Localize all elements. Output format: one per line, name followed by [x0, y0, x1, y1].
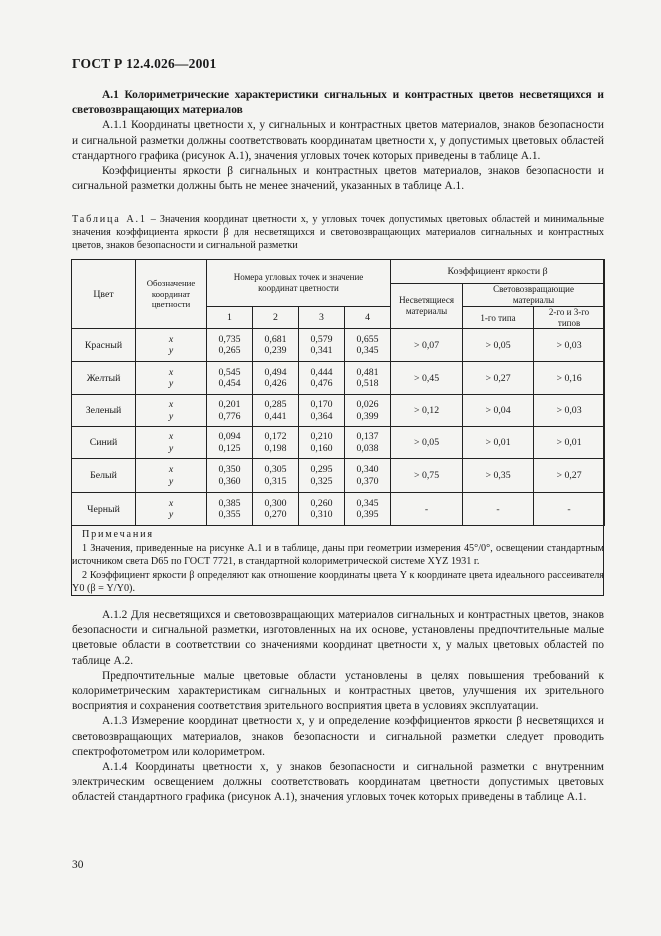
cell-beta-type1	[463, 395, 534, 427]
header-point-1: 1	[207, 307, 253, 329]
value-x: 0,201	[218, 399, 241, 410]
beta-type1: > 0,35	[485, 470, 511, 481]
row-color-name: Черный	[87, 503, 120, 515]
cell-point-3	[299, 459, 345, 493]
cell-point-2	[253, 427, 299, 459]
value-y: 0,315	[264, 475, 287, 487]
value-y: 0,270	[264, 509, 287, 520]
coord-x-label: x	[168, 497, 174, 509]
header-nonluminous: Несветящиеся материалы	[391, 284, 463, 329]
value-y: 0,160	[310, 442, 333, 454]
value-y: 0,441	[264, 410, 287, 422]
section-title: А.1 Колориметрические характеристики сигнальных и контрастных цветов несветящихся и световозвращающих материалов	[72, 89, 604, 117]
cell-point-1	[207, 362, 253, 395]
table-row	[72, 395, 605, 427]
value-y: 0,364	[310, 410, 333, 422]
value-x: 0,305	[264, 464, 287, 475]
table-notes	[72, 528, 604, 596]
note-1: 1 Значения, приведенные на рисунке А.1 и в таблице, даны при геометрии измерения 45°/0°, освещении стандартным источником света D65 по ГОСТ 7721, в стандартной колориметрической системе XYZ 1931 г.	[72, 542, 604, 568]
value-y: 0,325	[310, 475, 333, 487]
cell-point-4	[345, 362, 391, 395]
row-color-name: Синий	[89, 437, 118, 448]
beta-nonluminous: > 0,75	[413, 470, 440, 481]
coord-x-label: x	[168, 431, 174, 442]
value-y: 0,360	[218, 475, 241, 487]
cell-point-2	[253, 329, 299, 362]
section-a1-continued	[72, 608, 604, 806]
paragraph-a1-1: А.1.1 Координаты цветности x, y сигнальных и контрастных цветов материалов, знаков безопасности и сигнальной разметки должны соответствовать координатам цветности x, y допустимых цветовых областей стандартного графика (рисунок А.1), значения угловых точек которых приведены в таблице А.1.	[72, 119, 604, 162]
cell-coord	[136, 329, 207, 362]
header-beta: Коэффициент яркости β	[391, 260, 605, 284]
value-x: 0,170	[310, 399, 333, 410]
value-y: 0,518	[356, 378, 379, 389]
cell-color	[72, 493, 136, 526]
beta-nonluminous: > 0,12	[413, 405, 440, 416]
cell-coord	[136, 362, 207, 395]
notes-title: Примечания	[82, 529, 154, 540]
value-x: 0,444	[310, 366, 333, 378]
page-number: 30	[72, 859, 84, 871]
value-y: 0,198	[264, 442, 287, 454]
cell-point-2	[253, 459, 299, 493]
paragraph-brightness: Коэффициенты яркости β сигнальных и контрастных цветов материалов, знаков безопасности и сигнальной разметки должны быть не менее значений, указанных в таблице А.1.	[72, 165, 604, 193]
coord-y-label: y	[168, 442, 174, 454]
paragraph-small-areas: Предпочтительные малые цветовые области установлены в целях повышения требований к колориметрическим характеристикам сигнальных и контрастных цветов, улучшения их зрительного восприятия и сохранения соответствия зрительного восприятия цвета в условиях эксплуатации.	[72, 669, 604, 713]
cell-beta-nonluminous	[391, 362, 463, 395]
value-x: 0,385	[218, 497, 241, 509]
row-color-name: Красный	[84, 339, 123, 351]
header-points: Номера угловых точек и значение координат цветности	[207, 260, 391, 307]
value-x: 0,345	[356, 497, 379, 509]
table-row	[72, 493, 605, 526]
beta-type1: -	[496, 503, 500, 515]
value-x: 0,735	[218, 333, 241, 345]
cell-point-2	[253, 362, 299, 395]
row-color-name: Зеленый	[85, 405, 122, 416]
cell-beta-type1	[463, 493, 534, 526]
cell-color	[72, 427, 136, 459]
cell-point-4	[345, 395, 391, 427]
cell-beta-type1	[463, 459, 534, 493]
coord-y-label: y	[168, 509, 174, 520]
cell-beta-type1	[463, 427, 534, 459]
value-y: 0,345	[356, 345, 379, 356]
note-2: 2 Коэффициент яркости β определяют как отношение координаты цвета Y к координате цвета идеального рассеивателя Y0 (β = Y/Y0).	[72, 569, 604, 595]
value-y: 0,310	[310, 509, 333, 520]
beta-type1: > 0,01	[485, 437, 511, 448]
header-coord-designation: Обозначение координат цветности	[136, 260, 207, 329]
beta-nonluminous: > 0,45	[413, 372, 440, 384]
value-y: 0,355	[218, 509, 241, 520]
value-y: 0,370	[356, 475, 379, 487]
value-x: 0,655	[356, 333, 379, 345]
value-y: 0,399	[356, 410, 379, 422]
header-point-2: 2	[253, 307, 299, 329]
cell-point-3	[299, 427, 345, 459]
paragraph-a1-2: А.1.2 Для несветящихся и световозвращающих материалов сигнальных и контрастных цветов, знаков безопасности и сигнальной разметки, изготовленных на их основе, установлены предпочтительные малые цветовые области в соответствии со значениями координат цветности x, y малых цветовых областей по таблице А.2.	[72, 609, 604, 667]
value-x: 0,579	[310, 333, 333, 345]
coord-y-label: y	[168, 475, 174, 487]
value-y: 0,395	[356, 509, 379, 520]
value-y: 0,125	[218, 442, 241, 454]
value-y: 0,265	[218, 345, 241, 356]
cell-point-3	[299, 329, 345, 362]
cell-beta-type23	[534, 362, 605, 395]
coord-y-label: y	[168, 378, 174, 389]
cell-point-1	[207, 493, 253, 526]
value-y: 0,476	[310, 378, 333, 389]
value-x: 0,300	[264, 497, 287, 509]
beta-type23: > 0,03	[556, 339, 582, 351]
coord-x-label: x	[168, 399, 174, 410]
value-x: 0,481	[356, 366, 379, 378]
table-row	[72, 459, 605, 493]
value-x: 0,681	[264, 333, 287, 345]
beta-nonluminous: > 0,07	[413, 339, 440, 351]
cell-point-2	[253, 493, 299, 526]
cell-point-3	[299, 493, 345, 526]
table-caption	[72, 213, 604, 253]
document-header: ГОСТ Р 12.4.026—2001	[72, 56, 217, 71]
table-a1	[71, 259, 605, 526]
beta-type23: -	[567, 503, 571, 515]
beta-type1: > 0,27	[485, 372, 511, 384]
value-x: 0,210	[310, 431, 333, 442]
header-retroreflective: Световозвращающие материалы	[463, 284, 605, 307]
cell-beta-nonluminous	[391, 459, 463, 493]
cell-point-3	[299, 362, 345, 395]
header-type-2-3: 2-го и 3-го типов	[534, 307, 605, 329]
header-point-3: 3	[299, 307, 345, 329]
value-x: 0,350	[218, 464, 241, 475]
cell-beta-type23	[534, 329, 605, 362]
cell-beta-type1	[463, 362, 534, 395]
beta-type23: > 0,01	[556, 437, 582, 448]
header-color: Цвет	[72, 260, 136, 329]
beta-type1: > 0,05	[485, 339, 511, 351]
cell-point-3	[299, 395, 345, 427]
cell-beta-nonluminous	[391, 427, 463, 459]
cell-point-4	[345, 493, 391, 526]
cell-color	[72, 362, 136, 395]
table-caption-text: – Значения координат цветности x, y угловых точек допустимых цветовых областей и минимальные значения коэффициента яркости β для несветящихся и световозвращающих материалов сигнальных и контрастных цветов, знаков безопасности и сигнальной разметки	[72, 214, 604, 252]
cell-beta-type23	[534, 395, 605, 427]
table-row	[72, 362, 605, 395]
paragraph-a1-4: А.1.4 Координаты цветности x, y знаков безопасности и сигнальной разметки с внутренним электрическим освещением должны соответствовать координатам цветности допустимых цветовых областей стандартного графика (рисунок А.1), значения угловых точек которых приведены в таблице А.1.	[72, 761, 604, 804]
cell-coord	[136, 427, 207, 459]
cell-point-1	[207, 329, 253, 362]
value-x: 0,094	[218, 431, 241, 442]
value-y: 0,776	[218, 410, 241, 422]
value-x: 0,295	[310, 464, 333, 475]
value-y: 0,426	[264, 378, 287, 389]
cell-beta-nonluminous	[391, 329, 463, 362]
cell-beta-nonluminous	[391, 395, 463, 427]
cell-point-1	[207, 459, 253, 493]
cell-beta-nonluminous	[391, 493, 463, 526]
cell-color	[72, 395, 136, 427]
value-y: 0,239	[264, 345, 287, 356]
coord-y-label: y	[168, 345, 174, 356]
value-x: 0,494	[264, 366, 287, 378]
cell-point-4	[345, 427, 391, 459]
header-type-1: 1-го типа	[463, 307, 534, 329]
beta-type1: > 0,04	[485, 405, 511, 416]
cell-point-4	[345, 459, 391, 493]
beta-nonluminous: > 0,05	[413, 437, 440, 448]
beta-nonluminous: -	[424, 503, 429, 515]
cell-point-2	[253, 395, 299, 427]
section-a1	[72, 88, 604, 194]
cell-beta-type23	[534, 459, 605, 493]
row-color-name: Белый	[90, 470, 117, 481]
value-x: 0,340	[356, 464, 379, 475]
table-row	[72, 427, 605, 459]
beta-type23: > 0,03	[556, 405, 582, 416]
table-caption-label: Таблица А.1	[72, 214, 147, 225]
cell-coord	[136, 459, 207, 493]
cell-color	[72, 329, 136, 362]
value-x: 0,285	[264, 399, 287, 410]
cell-point-1	[207, 395, 253, 427]
table-row	[72, 329, 605, 362]
coord-y-label: y	[168, 410, 174, 422]
cell-beta-type23	[534, 427, 605, 459]
beta-type23: > 0,16	[556, 372, 582, 384]
cell-point-1	[207, 427, 253, 459]
value-y: 0,454	[218, 378, 241, 389]
row-color-name: Желтый	[86, 372, 121, 384]
coord-x-label: x	[168, 464, 174, 475]
paragraph-a1-3: А.1.3 Измерение координат цветности x, y и определение коэффициентов яркости β несветящихся и световозвращающих материалов, знаков безопасности и сигнальной разметки следует проводить спектрофотометром или колориметром.	[72, 715, 604, 758]
cell-coord	[136, 493, 207, 526]
value-y: 0,038	[356, 442, 379, 454]
cell-point-4	[345, 329, 391, 362]
cell-coord	[136, 395, 207, 427]
cell-beta-type23	[534, 493, 605, 526]
value-x: 0,026	[356, 399, 379, 410]
cell-beta-type1	[463, 329, 534, 362]
coord-x-label: x	[168, 366, 174, 378]
value-y: 0,341	[310, 345, 333, 356]
cell-color	[72, 459, 136, 493]
value-x: 0,137	[356, 431, 379, 442]
header-point-4: 4	[345, 307, 391, 329]
value-x: 0,545	[218, 366, 241, 378]
value-x: 0,260	[310, 497, 333, 509]
coord-x-label: x	[168, 333, 174, 345]
value-x: 0,172	[264, 431, 287, 442]
beta-type23: > 0,27	[556, 470, 582, 481]
